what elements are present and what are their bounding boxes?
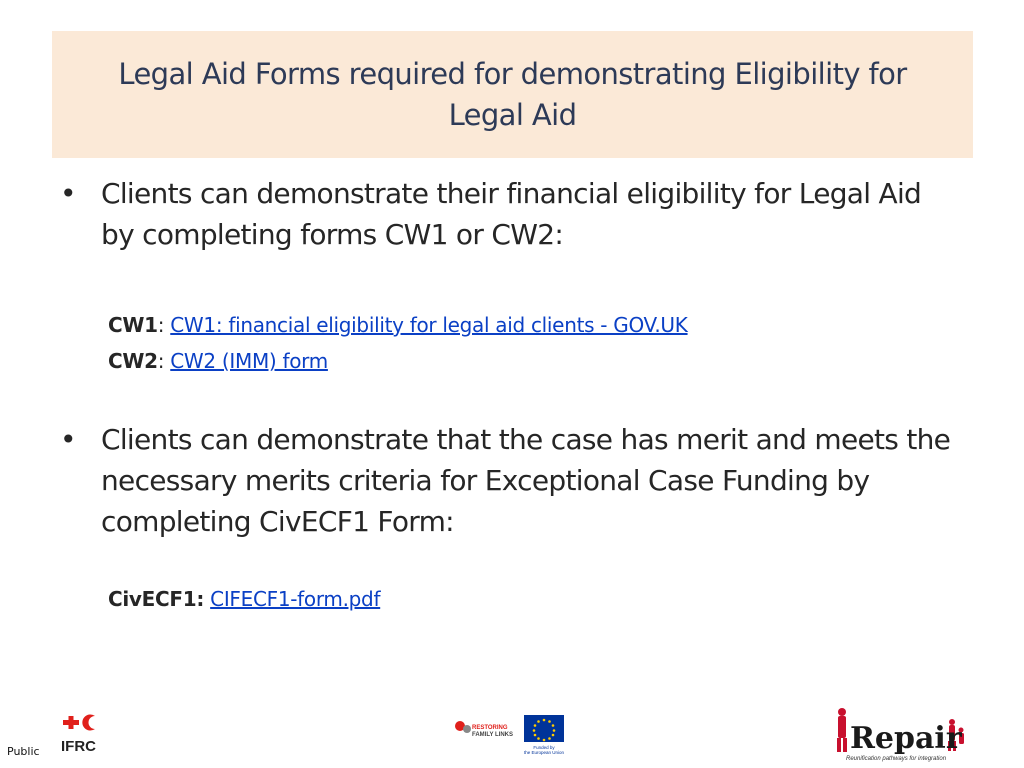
- bullet-dot: •: [60, 177, 76, 210]
- eu-flag-icon: [520, 713, 568, 757]
- civecf1-line: [108, 585, 380, 613]
- cw1-label: CW1: [108, 313, 158, 337]
- restoring-family-links-logo-icon: [452, 716, 514, 746]
- cw2-line: [108, 347, 328, 375]
- cw1-separator: :: [157, 313, 171, 337]
- cw2-separator: :: [157, 349, 171, 373]
- bullet-financial-eligibility: [60, 173, 960, 255]
- civecf1-link[interactable]: CIFECF1-form.pdf: [210, 587, 381, 611]
- bullet-text: Clients can demonstrate that the case has merit and meets the necessary merits criteria for Exceptional Case Funding by completing CivECF1 Form:: [101, 423, 951, 538]
- svg-text:Funded by: Funded by: [533, 745, 555, 750]
- classification-label: Public: [7, 745, 40, 758]
- ifrc-logo-icon: [61, 716, 105, 756]
- cw2-link[interactable]: CW2 (IMM) form: [170, 349, 328, 373]
- repair-logo-icon: [828, 704, 968, 764]
- cw2-label: CW2: [108, 349, 158, 373]
- cw1-line: [108, 311, 688, 339]
- title-banner: [52, 31, 973, 158]
- bullet-text: Clients can demonstrate their financial eligibility for Legal Aid by completing forms CW1 or CW2:: [101, 177, 922, 251]
- repair-text: Repair: [850, 721, 962, 756]
- svg-text:RESTORING: RESTORING: [472, 725, 508, 731]
- bullet-merits-criteria: [60, 419, 960, 542]
- repair-tagline: Reunification pathways for integration: [846, 756, 947, 762]
- svg-text:the European Union: the European Union: [523, 750, 565, 755]
- page-title: Legal Aid Forms required for demonstrating Eligibility for Legal Aid: [118, 56, 907, 132]
- civecf1-label: CivECF1:: [108, 587, 205, 611]
- svg-text:FAMILY LINKS: FAMILY LINKS: [472, 732, 514, 738]
- ifrc-text: IFRC: [61, 738, 96, 755]
- cw1-link[interactable]: CW1: financial eligibility for legal aid clients - GOV.UK: [170, 313, 688, 337]
- bullet-dot: •: [60, 423, 76, 456]
